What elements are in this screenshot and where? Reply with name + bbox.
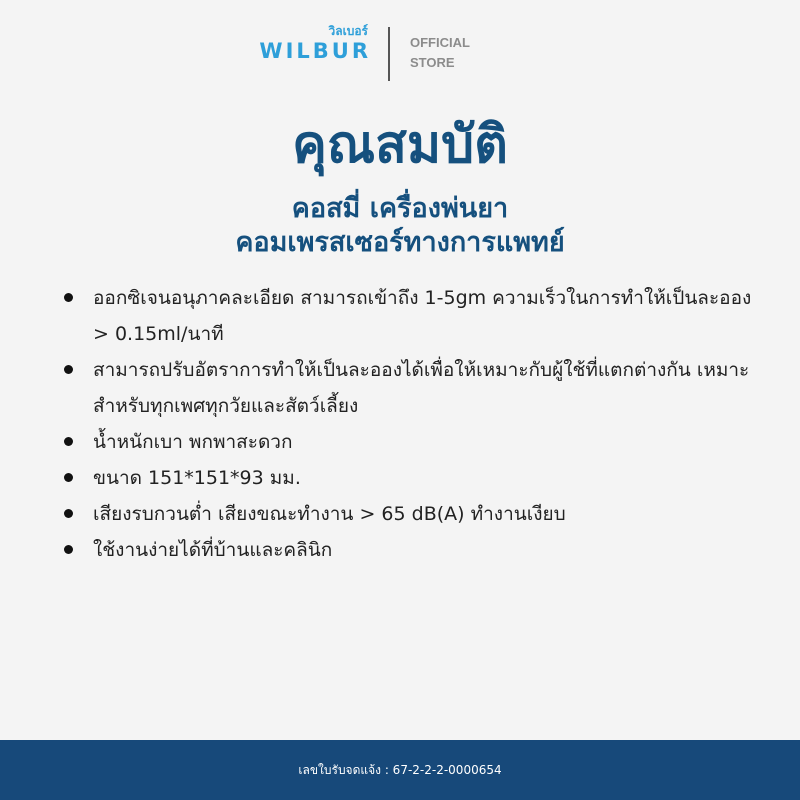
wilbur-logo — [259, 24, 371, 63]
feature-text: น้ำหนักเบา พกพาสะดวก — [93, 431, 293, 453]
header — [0, 24, 800, 84]
bullet-icon — [64, 473, 73, 482]
registration-number: เลขใบรับจดแจ้ง : 67-2-2-2-0000654 — [298, 763, 502, 777]
footer-bar — [0, 740, 800, 800]
product-subtitle — [0, 192, 800, 260]
bullet-icon — [64, 293, 73, 302]
store-line-2: STORE — [410, 55, 455, 70]
feature-item — [62, 424, 762, 460]
feature-list — [62, 280, 762, 568]
subtitle-line-1: คอสมี่ เครื่องพ่นยา — [291, 193, 509, 224]
feature-text: ขนาด 151*151*93 มม. — [93, 467, 301, 489]
feature-text: สามารถปรับอัตราการทำให้เป็นละอองได้เพื่อให้เหมาะกับผู้ใช้ที่แตกต่างกัน เหมาะสำหรับทุกเพศทุกวัยและสัตว์เลี้ยง — [93, 359, 750, 417]
feature-text: เสียงรบกวนต่ำ เสียงขณะทำงาน > 65 dB(A) ทำงานเงียบ — [93, 503, 566, 525]
store-line-1: OFFICIAL — [410, 35, 470, 50]
page-title: คุณสมบัติ — [292, 115, 508, 175]
bullet-icon — [64, 437, 73, 446]
subtitle-line-2: คอมเพรสเซอร์ทางการแพทย์ — [235, 227, 565, 258]
logo-wordmark: WILBUR — [259, 39, 371, 63]
feature-text: ใช้งานง่ายได้ที่บ้านและคลินิก — [93, 539, 333, 561]
header-divider — [388, 27, 390, 81]
bullet-icon — [64, 545, 73, 554]
bullet-icon — [64, 509, 73, 518]
feature-item — [62, 532, 762, 568]
feature-item — [62, 460, 762, 496]
feature-text: ออกซิเจนอนุภาคละเอียด สามารถเข้าถึง 1-5gm ความเร็วในการทำให้เป็นละออง > 0.15ml/นาที — [93, 287, 752, 345]
logo-thai-text: วิลเบอร์ — [328, 24, 368, 38]
bullet-icon — [64, 365, 73, 374]
feature-item — [62, 280, 762, 352]
feature-item — [62, 496, 762, 532]
official-store-label — [410, 33, 470, 73]
feature-item — [62, 352, 762, 424]
